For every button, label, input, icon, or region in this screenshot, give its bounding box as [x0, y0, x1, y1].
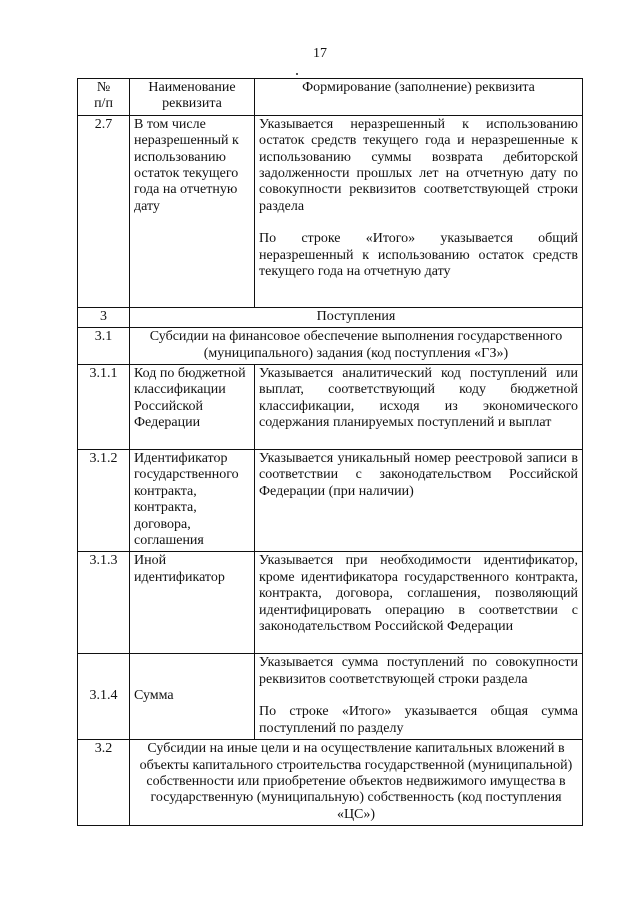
row-desc-text: Указывается сумма поступлений по совокупности реквизитов соответствующей строки раздела — [259, 655, 578, 687]
section-row — [78, 307, 583, 327]
row-num: 3.2 — [78, 740, 130, 826]
row-num: 3.1.1 — [78, 365, 130, 450]
table-row — [78, 654, 583, 740]
section-title: Субсидии на финансовое обеспечение выполнения государственного (муниципального) задания (код поступления «ГЗ») — [130, 328, 583, 365]
row-desc — [255, 115, 583, 307]
row-num: 3.1.2 — [78, 450, 130, 552]
row-desc: Указывается уникальный номер реестровой записи в соответствии с законодательством Российской Федерации (при наличии) — [255, 450, 583, 552]
table-row — [78, 450, 583, 552]
table-row — [78, 552, 583, 654]
row-name: Иной идентификатор — [130, 552, 255, 654]
row-desc: Указывается аналитический код поступлений или выплат, соответствующий коду бюджетной классификации, исходя из экономического содержания планируемых поступлений и выплат — [255, 365, 583, 450]
row-desc-text-2: По строке «Итого» указывается общая сумма поступлений по разделу — [259, 704, 578, 736]
header-num — [78, 79, 130, 116]
row-desc: Указывается при необходимости идентификатор, кроме идентификатора государственного контракта, контракта, договора, соглашения, позволяющий идентифицировать операцию в соответствии с законодательством Российской Федерации — [255, 552, 583, 654]
stray-dot — [296, 73, 298, 75]
row-name: Код по бюджетной классификации Российской Федерации — [130, 365, 255, 450]
page-number: 17 — [313, 46, 327, 61]
header-name — [130, 79, 255, 116]
row-desc — [255, 654, 583, 740]
header-num-text: № п/п — [94, 80, 113, 112]
table-row — [78, 115, 583, 307]
table-row — [78, 365, 583, 450]
requisites-table — [77, 78, 583, 826]
row-desc-text-2: По строке «Итого» указывается общий неразрешенный к использованию остаток средств текущего года на отчетную дату — [259, 231, 578, 280]
header-desc — [255, 79, 583, 116]
row-name: Идентификатор государственного контракта, контракта, договора, соглашения — [130, 450, 255, 552]
header-name-text: Наименование реквизита — [148, 80, 236, 112]
row-num: 3.1.4 — [78, 654, 130, 740]
section-title: Поступления — [130, 307, 583, 327]
row-desc-text: Указывается неразрешенный к использованию остаток средств текущего года и неразрешенные к использованию суммы возврата дебиторской задолженности прошлых лет на отчетную дату по совокупности реквизитов соответствующей строки раздела — [259, 116, 578, 214]
section-row — [78, 740, 583, 826]
table-header-row — [78, 79, 583, 116]
section-title: Субсидии на иные цели и на осуществление капитальных вложений в объекты капитального строительства государственной (муниципальной) собственности или приобретение объектов недвижимого имущества в государственную (муниципальную) собственность (код поступления «ЦС») — [130, 740, 583, 826]
row-num: 3.1.3 — [78, 552, 130, 654]
row-num: 3.1 — [78, 328, 130, 365]
row-num: 2.7 — [78, 115, 130, 307]
section-row — [78, 328, 583, 365]
row-name: В том числе неразрешенный к использованию остаток текущего года на отчетную дату — [130, 115, 255, 307]
row-name: Сумма — [130, 654, 255, 740]
header-desc-text: Формирование (заполнение) реквизита — [302, 80, 535, 95]
row-num: 3 — [78, 307, 130, 327]
